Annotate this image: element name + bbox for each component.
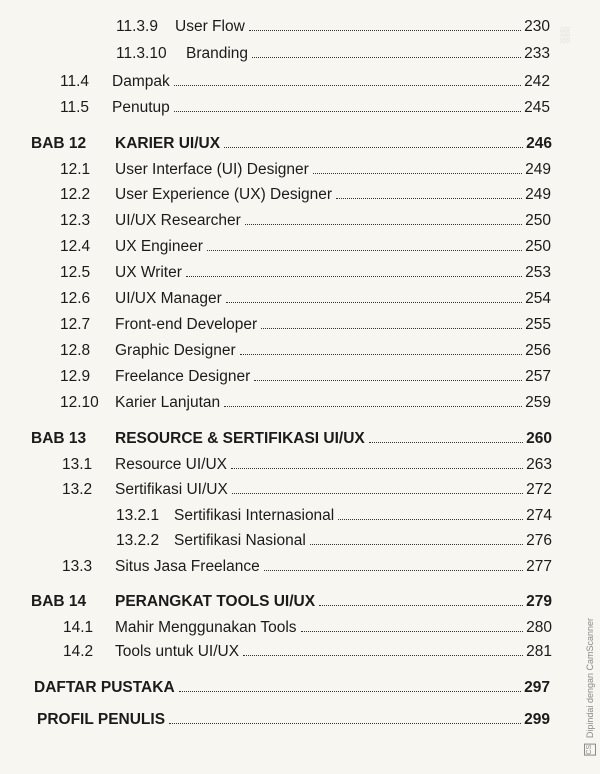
section-title: DAFTAR PUSTAKA <box>34 679 175 696</box>
toc-entry-13-2[interactable] <box>62 479 552 501</box>
toc-entry-14-2[interactable] <box>63 641 552 663</box>
dot-leader <box>264 565 523 571</box>
entry-page: 250 <box>525 212 551 229</box>
entry-number: 11.5 <box>60 99 90 116</box>
entry-title: Karier Lanjutan <box>115 394 221 411</box>
dot-leader <box>224 401 522 407</box>
dot-leader <box>232 488 523 494</box>
toc-entry-13-3[interactable] <box>62 556 552 578</box>
entry-title: UI/UX Researcher <box>115 212 241 229</box>
entry-page: 250 <box>525 238 551 255</box>
dot-leader <box>240 349 522 355</box>
toc-chapter-12[interactable] <box>31 133 552 155</box>
dot-leader <box>252 52 521 58</box>
scanner-watermark <box>584 618 596 756</box>
dot-leader <box>243 650 523 656</box>
entry-page: 281 <box>526 643 552 660</box>
entry-title: Penutup <box>112 99 170 116</box>
entry-page: 274 <box>526 507 552 524</box>
dot-leader <box>336 193 522 199</box>
chapter-title: RESOURCE & SERTIFIKASI UI/UX <box>115 430 365 447</box>
dot-leader <box>169 718 521 724</box>
chapter-number: BAB 14 <box>31 593 87 610</box>
entry-page: 256 <box>525 342 551 359</box>
entry-number: 12.6 <box>60 290 91 307</box>
entry-page: 253 <box>525 264 551 281</box>
entry-number: 12.1 <box>60 161 91 178</box>
chapter-number: BAB 12 <box>31 135 87 152</box>
entry-number: 12.5 <box>60 264 91 281</box>
dot-leader <box>338 514 523 520</box>
entry-page: 249 <box>525 161 551 178</box>
entry-number: 13.3 <box>62 558 93 575</box>
entry-page: 257 <box>525 368 551 385</box>
chapter-page: 246 <box>526 135 552 152</box>
entry-title: Sertifikasi Nasional <box>174 532 306 549</box>
entry-number: 11.3.10 <box>116 45 167 62</box>
toc-entry-14-1[interactable] <box>63 617 552 639</box>
entry-title: Freelance Designer <box>115 368 251 385</box>
entry-title: Graphic Designer <box>115 342 236 359</box>
toc-daftar-pustaka[interactable] <box>34 677 550 699</box>
camscanner-logo-icon: CS <box>584 744 596 756</box>
entry-title: User Interface (UI) Designer <box>115 161 309 178</box>
entry-page: 242 <box>524 73 550 90</box>
dot-leader <box>231 463 523 469</box>
entry-number: 12.3 <box>60 212 91 229</box>
toc-entry-12-4[interactable] <box>60 236 551 258</box>
chapter-number: BAB 13 <box>31 430 87 447</box>
entry-number: 13.1 <box>62 456 93 473</box>
entry-title: Mahir Menggunakan Tools <box>115 619 297 636</box>
entry-title: Sertifikasi Internasional <box>174 507 335 524</box>
entry-title: Situs Jasa Freelance <box>115 558 260 575</box>
toc-chapter-14[interactable] <box>31 591 552 613</box>
entry-number: 12.8 <box>60 342 91 359</box>
toc-entry-11-4[interactable] <box>60 71 550 93</box>
section-title: PROFIL PENULIS <box>37 711 166 728</box>
dot-leader <box>310 539 523 545</box>
scanner-watermark-text: Dipindai dengan CamScanner <box>585 618 595 739</box>
entry-page: 272 <box>526 481 552 498</box>
toc-entry-13-2-2[interactable] <box>116 530 552 552</box>
section-page: 299 <box>524 711 550 728</box>
entry-title: UX Writer <box>115 264 182 281</box>
dot-leader <box>174 80 521 86</box>
entry-page: 277 <box>526 558 552 575</box>
toc-entry-11-5[interactable] <box>60 97 550 119</box>
entry-title: User Experience (UX) Designer <box>115 186 333 203</box>
entry-page: 254 <box>525 290 551 307</box>
dot-leader <box>261 323 522 329</box>
entry-number: 12.4 <box>60 238 91 255</box>
entry-title: Resource UI/UX <box>115 456 227 473</box>
toc-entry-11-3-9[interactable] <box>116 16 550 38</box>
entry-title: Front-end Developer <box>115 316 258 333</box>
entry-number: 12.10 <box>60 394 99 411</box>
entry-number: 11.3.9 <box>116 18 158 35</box>
toc-entry-11-3-10[interactable] <box>116 43 550 65</box>
entry-page: 245 <box>524 99 550 116</box>
entry-page: 276 <box>526 532 552 549</box>
chapter-title: PERANGKAT TOOLS UI/UX <box>115 593 316 610</box>
dot-leader <box>249 25 521 31</box>
toc-entry-13-2-1[interactable] <box>116 505 552 527</box>
dot-leader <box>186 271 522 277</box>
bleed-through-decoration: ▒ <box>560 26 570 42</box>
toc-profil-penulis[interactable] <box>37 709 550 731</box>
section-page: 297 <box>524 679 550 696</box>
entry-number: 11.4 <box>60 73 90 90</box>
entry-title: Tools untuk UI/UX <box>115 643 240 660</box>
dot-leader <box>319 600 523 606</box>
toc-entry-12-8[interactable] <box>60 340 551 362</box>
chapter-page: 279 <box>526 593 552 610</box>
entry-title: UX Engineer <box>115 238 203 255</box>
entry-number: 13.2 <box>62 481 93 498</box>
entry-number: 12.2 <box>60 186 91 203</box>
dot-leader <box>224 142 523 148</box>
entry-page: 259 <box>525 394 551 411</box>
entry-page: 255 <box>525 316 551 333</box>
chapter-page: 260 <box>526 430 552 447</box>
dot-leader <box>207 245 522 251</box>
dot-leader <box>254 375 522 381</box>
toc-entry-12-9[interactable] <box>60 366 551 388</box>
entry-page: 233 <box>524 45 550 62</box>
entry-page: 230 <box>524 18 550 35</box>
toc-entry-12-5[interactable] <box>60 262 551 284</box>
entry-title: Branding <box>186 45 249 62</box>
dot-leader <box>179 686 521 692</box>
dot-leader <box>369 437 523 443</box>
toc-entry-12-6[interactable] <box>60 288 551 310</box>
toc-entry-13-1[interactable] <box>62 454 552 476</box>
entry-title: User Flow <box>175 18 245 35</box>
toc-entry-12-3[interactable] <box>60 210 551 232</box>
entry-number: 14.1 <box>63 619 94 636</box>
toc-entry-12-10[interactable] <box>60 392 551 414</box>
entry-title: UI/UX Manager <box>115 290 222 307</box>
toc-entry-12-1[interactable] <box>60 159 551 181</box>
entry-number: 12.7 <box>60 316 91 333</box>
entry-title: Sertifikasi UI/UX <box>115 481 228 498</box>
dot-leader <box>313 168 522 174</box>
dot-leader <box>245 219 522 225</box>
entry-page: 249 <box>525 186 551 203</box>
entry-page: 263 <box>526 456 552 473</box>
dot-leader <box>301 626 523 632</box>
entry-number: 13.2.1 <box>116 507 160 524</box>
toc-entry-12-7[interactable] <box>60 314 551 336</box>
entry-page: 280 <box>526 619 552 636</box>
toc-entry-12-2[interactable] <box>60 184 551 206</box>
chapter-title: KARIER UI/UX <box>115 135 221 152</box>
entry-title: Dampak <box>112 73 170 90</box>
entry-number: 14.2 <box>63 643 94 660</box>
entry-number: 13.2.2 <box>116 532 160 549</box>
entry-number: 12.9 <box>60 368 91 385</box>
dot-leader <box>226 297 522 303</box>
dot-leader <box>174 106 521 112</box>
toc-chapter-13[interactable] <box>31 428 552 450</box>
